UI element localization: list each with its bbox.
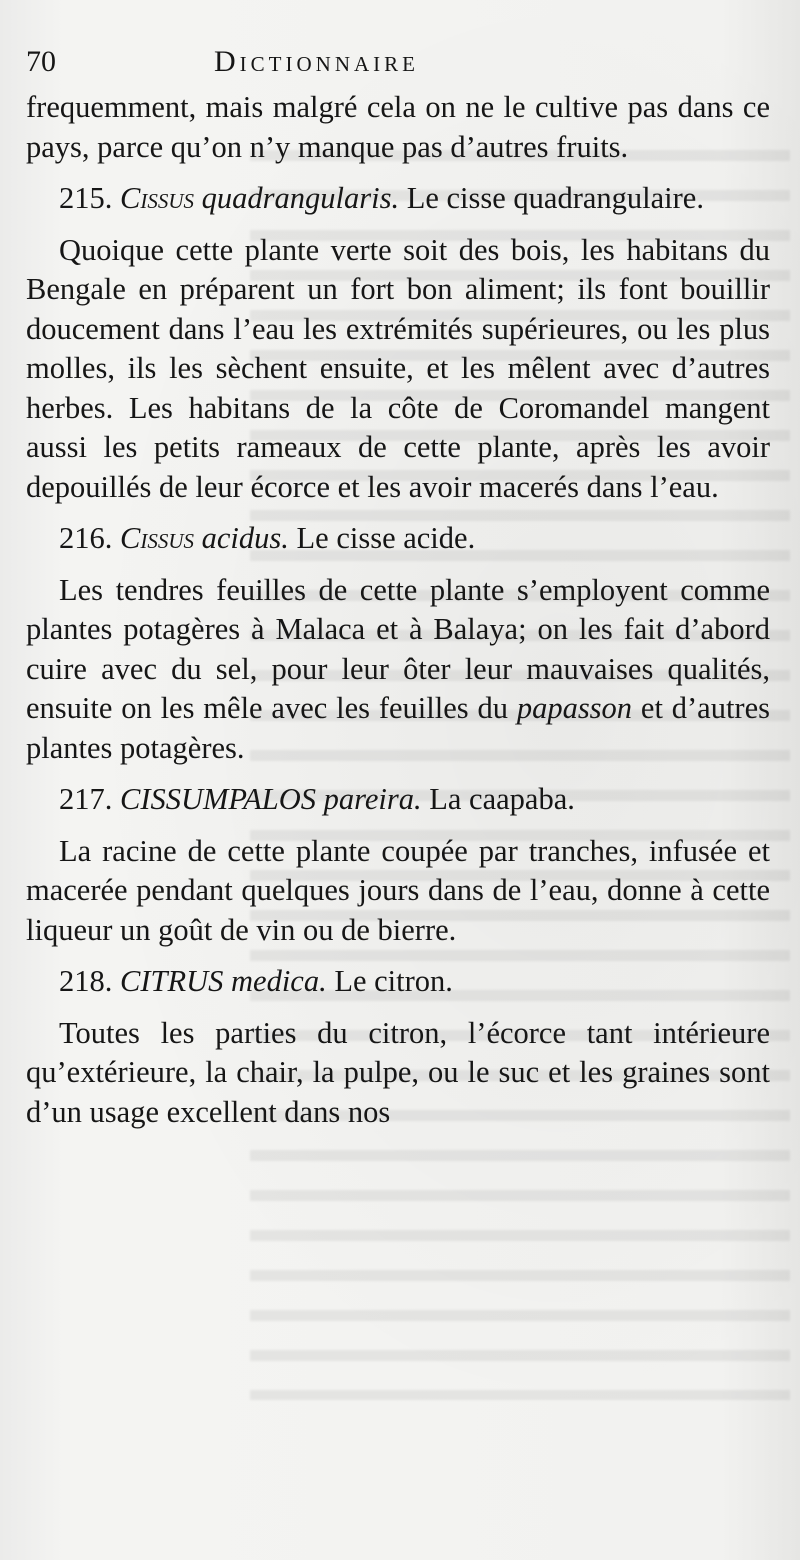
species-name: medica. — [231, 964, 327, 998]
paragraph-cissumpalos: La racine de cette plante coupée par tranches, infusée et macerée pendant quelques jours dans de l’eau, donne à cette liqueur un goût de vin ou de bierre. — [26, 833, 770, 947]
page-text — [26, 88, 770, 1132]
paragraph-cissus-quadrangularis: Quoique cette plante verte soit des bois, les habitans du Bengale en préparent un fort bon aliment; ils font bouillir doucement dans l’eau les extrémités supérieures, ou les plus molles, ils les sèchent ensuite, et les mêlent avec d’autres herbes. Les habitans de la côte de Coromandel mangent aussi les petits rameaux de cette plante, après les avoir depouillés de leur écorce et les avoir macerés dans l’eau. — [26, 232, 770, 504]
entry-218 — [26, 962, 770, 1002]
common-name: La caapaba. — [429, 782, 575, 816]
paragraph-continuation: frequemment, mais malgré cela on ne le cultive pas dans ce pays, parce qu’on n’y manque pas d’autres fruits. — [26, 90, 770, 164]
entry-number: 217. — [59, 782, 113, 816]
entry-number: 215. — [59, 181, 113, 215]
genus-name: Cissus — [120, 181, 195, 215]
running-head: Dictionnaire — [214, 45, 419, 78]
papasson-term: papasson — [516, 691, 633, 725]
entry-216 — [26, 519, 770, 559]
genus-name: CISSUMPALOS — [120, 782, 317, 816]
paragraph-cissus-acidus — [26, 571, 770, 769]
species-name: quadrangularis. — [201, 181, 400, 215]
species-name: acidus. — [201, 521, 289, 555]
entry-number: 218. — [59, 964, 113, 998]
common-name: Le cisse quadrangulaire. — [406, 181, 704, 215]
entry-number: 216. — [59, 521, 113, 555]
paragraph-cissus-acidus-text: Les tendres feuilles de cette plante s’employent comme plantes potagères à Malaca et à Balaya; on les fait d’abord cuire avec du sel, pour leur ôter leur mauvaises qualités, ensuite on les mêle avec les feuilles du — [26, 572, 770, 725]
common-name: Le cisse acide. — [296, 521, 476, 555]
entry-217 — [26, 780, 770, 820]
species-name: pareira. — [323, 782, 422, 816]
common-name: Le citron. — [334, 964, 453, 998]
genus-name: CITRUS — [120, 964, 224, 998]
page-header — [26, 42, 766, 84]
paragraph-citrus: Toutes les parties du citron, l’écorce tant intérieure qu’extérieure, la chair, la pulpe, ou le suc et les graines sont d’un usage excellent dans nos — [26, 1015, 770, 1129]
page-number: 70 — [26, 45, 56, 78]
genus-name: Cissus — [120, 521, 195, 555]
paragraph-cissus-acidus-end: et d’autres plantes potagères. — [26, 691, 770, 765]
entry-215 — [26, 179, 770, 219]
